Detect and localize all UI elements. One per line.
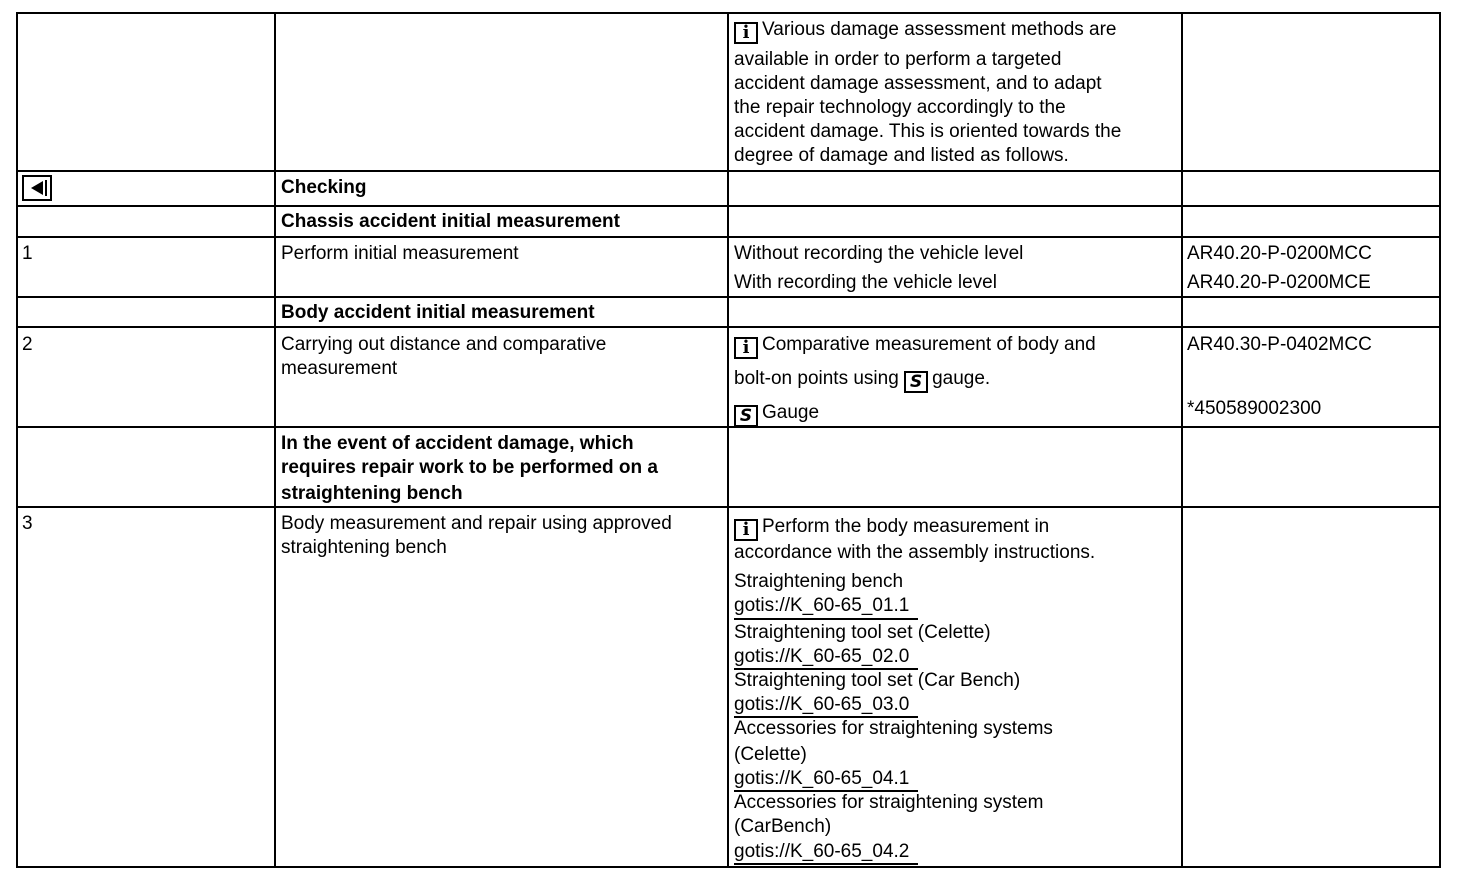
intro-note: iVarious damage assessment methods are	[734, 18, 1117, 44]
equipment-link[interactable]: gotis://K_60-65_03.0	[734, 694, 910, 715]
equipment-title: Straightening tool set (Celette)	[734, 622, 991, 643]
tool-label: SGauge	[734, 401, 819, 427]
reference-link[interactable]: AR40.20-P-0200MCC	[1187, 243, 1372, 264]
equipment-title: Accessories for straightening system	[734, 792, 1044, 813]
section-heading-event: In the event of accident damage, which	[281, 433, 634, 454]
equipment-title: Accessories for straightening systems	[734, 718, 1053, 739]
special-tool-icon	[904, 371, 928, 393]
step-task: measurement	[281, 358, 398, 379]
step-number: 2	[22, 334, 33, 355]
special-tool-icon	[734, 405, 758, 427]
section-heading-event: requires repair work to be performed on a	[281, 457, 658, 478]
intro-note-line: accident damage assessment, and to adapt	[734, 73, 1102, 94]
reference-link[interactable]: AR40.30-P-0402MCC	[1187, 334, 1372, 355]
equipment-title: Straightening bench	[734, 571, 904, 592]
column-divider	[727, 12, 729, 868]
info-icon	[734, 337, 758, 359]
step-note: iPerform the body measurement in	[734, 515, 1049, 541]
intro-note-line: available in order to perform a targeted	[734, 49, 1062, 70]
table-border-left	[16, 12, 18, 868]
section-heading-chassis: Chassis accident initial measurement	[281, 211, 620, 232]
link-underline	[734, 863, 918, 865]
intro-note-line: degree of damage and listed as follows.	[734, 145, 1069, 166]
step-task: Carrying out distance and comparative	[281, 334, 607, 355]
section-heading-body: Body accident initial measurement	[281, 302, 595, 323]
equipment-title: Straightening tool set (Car Bench)	[734, 670, 1021, 691]
table-border-right	[1439, 12, 1441, 868]
reference-link[interactable]: AR40.20-P-0200MCE	[1187, 272, 1371, 293]
checking-label: Checking	[281, 177, 367, 198]
part-number: *450589002300	[1187, 398, 1322, 419]
step-task: straightening bench	[281, 537, 447, 558]
equipment-title: (Celette)	[734, 744, 807, 765]
step-task: Perform initial measurement	[281, 243, 519, 264]
intro-note-line: the repair technology accordingly to the	[734, 97, 1066, 118]
info-icon	[734, 22, 758, 44]
equipment-link[interactable]: gotis://K_60-65_04.1	[734, 768, 910, 789]
intro-note-line: accident damage. This is oriented towards the	[734, 121, 1122, 142]
step-number: 3	[22, 513, 33, 534]
equipment-link[interactable]: gotis://K_60-65_01.1	[734, 595, 910, 616]
checking-icon	[22, 175, 52, 201]
equipment-link[interactable]: gotis://K_60-65_02.0	[734, 646, 910, 667]
step-task: Body measurement and repair using approved	[281, 513, 672, 534]
link-underline	[734, 618, 918, 620]
column-divider	[1181, 12, 1183, 868]
info-icon	[734, 519, 758, 541]
step-detail: With recording the vehicle level	[734, 272, 997, 293]
step-note: iComparative measurement of body and	[734, 333, 1096, 359]
equipment-title: (CarBench)	[734, 816, 832, 837]
column-divider	[274, 12, 276, 868]
step-note: accordance with the assembly instructions.	[734, 542, 1096, 563]
step-detail: Without recording the vehicle level	[734, 243, 1024, 264]
section-heading-event: straightening bench	[281, 483, 463, 504]
equipment-link[interactable]: gotis://K_60-65_04.2	[734, 841, 910, 862]
step-number: 1	[22, 243, 33, 264]
step-note: bolt-on points using S gauge.	[734, 367, 990, 393]
